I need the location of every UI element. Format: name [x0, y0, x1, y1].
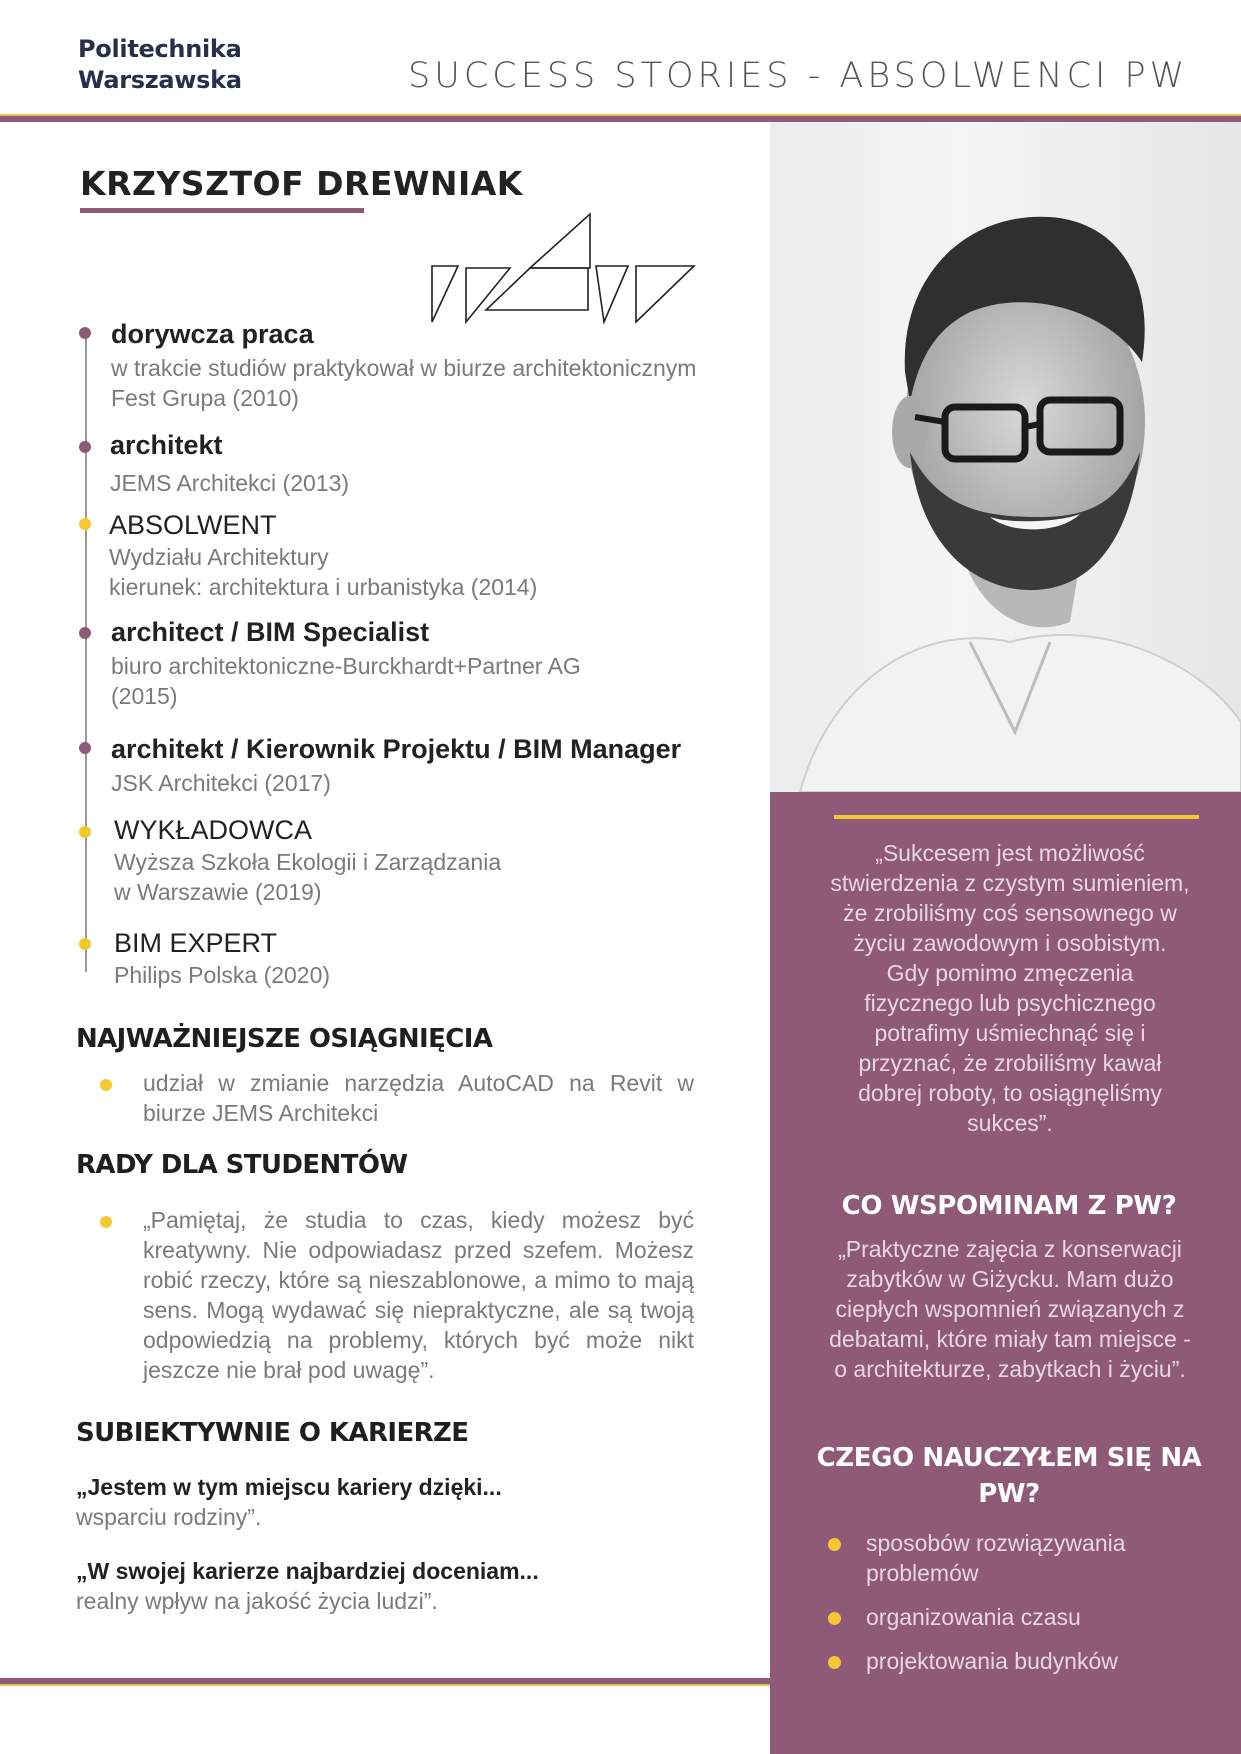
bullet-dot	[828, 1612, 841, 1625]
timeline-title: ABSOLWENT	[109, 510, 277, 540]
memory-heading: CO WSPOMINAM Z PW?	[841, 1191, 1177, 1221]
bullet-dot	[828, 1538, 841, 1551]
timeline-title: dorywcza praca	[111, 319, 314, 349]
timeline-title: architekt / Kierownik Projektu / BIM Manager	[111, 734, 682, 764]
timeline-marker	[79, 327, 91, 339]
achievement-item	[100, 1068, 694, 1128]
subjective-answer-1: wsparciu rodziny”.	[76, 1504, 262, 1530]
name-underline	[80, 208, 364, 213]
list-item: organizowania czasu	[826, 1602, 1156, 1632]
logo-line1: Politechnika	[78, 35, 242, 63]
logo	[78, 34, 242, 96]
subjective-answer-2: realny wpływ na jakość życia ludzi”.	[76, 1588, 438, 1614]
bullet-dot	[828, 1656, 841, 1669]
timeline-desc: JSK Architekci (2017)	[111, 770, 331, 796]
timeline-marker	[79, 627, 91, 639]
subjective-heading: SUBIEKTYWNIE O KARIERZE	[76, 1418, 469, 1448]
timeline-desc: Fest Grupa (2010)	[111, 385, 299, 411]
timeline-desc: JEMS Architekci (2013)	[110, 470, 350, 496]
timeline-line	[85, 336, 87, 972]
subjective-question-2: „W swojej karierze najbardziej doceniam...	[76, 1558, 539, 1584]
bullet-dot	[100, 1079, 112, 1091]
advice-item	[100, 1205, 694, 1385]
timeline-marker	[79, 742, 91, 754]
panel-accent-line	[834, 815, 1199, 819]
timeline-title: architect / BIM Specialist	[111, 617, 430, 647]
memory-text: „Praktyczne zajęcia z konserwacji zabytków w Giżycku. Mam dużo ciepłych wspomnień związanych z debatami, które miały tam miejsce - o architekturze, zabytkach i życiu”.	[829, 1236, 1191, 1382]
person-name: KRZYSZTOF DREWNIAK	[80, 164, 523, 203]
timeline-desc: Philips Polska (2020)	[114, 962, 331, 988]
bottom-divider	[0, 1678, 770, 1686]
bullet-dot	[100, 1216, 112, 1228]
timeline-desc: w trakcie studiów praktykował w biurze architektonicznym	[111, 355, 697, 381]
list-item: sposobów rozwiązywania problemów	[826, 1528, 1156, 1588]
advice-heading: RADY DLA STUDENTÓW	[76, 1150, 408, 1180]
success-quote: „Sukcesem jest możliwość stwierdzenia z czystym sumieniem, że zrobiliśmy coś sensownego w życiu zawodowym i osobistym. Gdy pomimo zmęczenia fizycznego lub psychicznego potrafimy uśmiechnąć się i przyznać, że zrobiliśmy kawał dobrej roboty, to osiągnęliśmy sukces”.	[830, 840, 1190, 1136]
subjective-question-1: „Jestem w tym miejscu kariery dzięki...	[76, 1474, 502, 1500]
advice-text: „Pamiętaj, że studia to czas, kiedy możesz być kreatywny. Nie odpowiadasz przed szefem. Możesz robić rzeczy, które są nieszablonowe, a mimo to mają sens. Mogą wydawać się niepraktyczne, ale są twoją odpowiedzią na problemy, których być może nikt jeszcze nie brał pod uwagę”.	[143, 1207, 694, 1383]
portrait-photo	[770, 122, 1241, 792]
timeline-desc: Wyższa Szkoła Ekologii i Zarządzania	[114, 849, 502, 875]
timeline-marker	[79, 826, 91, 838]
timeline-desc: Wydziału Architektury	[109, 544, 329, 570]
timeline-marker	[79, 441, 91, 453]
page-title: SUCCESS STORIES - ABSOLWENCI PW	[408, 56, 1189, 96]
timeline-desc: w Warszawie (2019)	[114, 879, 322, 905]
list-item: projektowania budynków	[826, 1646, 1156, 1676]
signature-drawing	[430, 212, 696, 324]
timeline-title: WYKŁADOWCA	[114, 815, 313, 845]
logo-line2: Warszawska	[78, 66, 242, 94]
achievement-text: udział w zmianie narzędzia AutoCAD na Revit w biurze JEMS Architekci	[143, 1070, 694, 1126]
timeline-desc: kierunek: architektura i urbanistyka (2014)	[109, 574, 538, 600]
timeline-desc: (2015)	[111, 683, 178, 709]
timeline-title: architekt	[110, 430, 223, 460]
timeline-title: BIM EXPERT	[114, 928, 278, 958]
achievements-heading: NAJWAŻNIEJSZE OSIĄGNIĘCIA	[76, 1024, 493, 1054]
timeline-desc: biuro architektoniczne-Burckhardt+Partner AG	[111, 653, 581, 679]
timeline-marker	[79, 518, 91, 530]
learned-list	[826, 1528, 1156, 1690]
timeline-marker	[79, 938, 91, 950]
top-divider	[0, 114, 1241, 122]
learned-heading: CZEGO NAUCZYŁEM SIĘ NA PW?	[816, 1443, 1202, 1509]
